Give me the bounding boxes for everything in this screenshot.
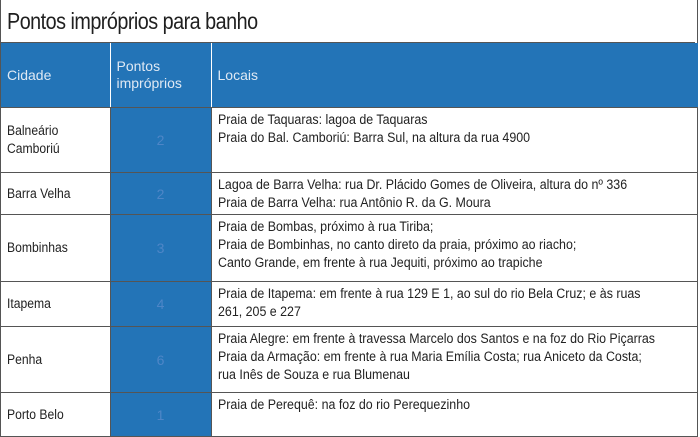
city-name: Bombinhas: [7, 240, 68, 255]
header-city: Cidade: [1, 43, 110, 108]
count-cell: 4: [110, 282, 211, 327]
places-cell: [211, 108, 698, 173]
city-cell: [1, 173, 110, 215]
city-name: Barra Velha: [7, 185, 71, 201]
place-line: Praia Alegre: em frente à travessa Marcelo dos Santos e na foz do Rio Piçarras: [217, 331, 655, 346]
table-row: [1, 173, 698, 215]
count-cell: 3: [110, 215, 211, 282]
places-cell: [211, 327, 698, 393]
city-cell: [1, 282, 110, 327]
city-cell: [1, 393, 110, 437]
city-name: Porto Belo: [7, 406, 64, 422]
city-cell: [1, 108, 110, 173]
places-cell: [211, 393, 698, 437]
place-line: Lagoa de Barra Velha: rua Dr. Plácido Gomes de Oliveira, altura do nº 336: [217, 177, 627, 192]
place-line: Praia de Taquaras: lagoa de Taquaras: [217, 112, 427, 127]
places-cell: [211, 215, 698, 282]
city-name: Itapema: [7, 296, 51, 311]
place-line: Canto Grande, em frente à rua Jequiti, próximo ao trapiche: [217, 255, 542, 270]
city-cell: [1, 215, 110, 282]
table-row: [1, 215, 698, 282]
city-cell: [1, 327, 110, 393]
place-line: rua Inês de Souza e rua Blumenau: [217, 367, 410, 382]
table-row: [1, 282, 698, 327]
count-cell: 2: [110, 173, 211, 215]
place-line: Praia de Bombas, próximo à rua Tiriba;: [217, 219, 433, 234]
place-line: Praia de Perequê: na foz do rio Perequezinho: [217, 397, 470, 412]
data-table: [1, 43, 698, 437]
header-count: Pontos impróprios: [110, 43, 211, 108]
table-title: Pontos impróprios para banho: [1, 0, 695, 43]
city-name: Penha: [7, 351, 43, 367]
header-places: Locais: [211, 43, 698, 108]
place-line: Praia da Armação: em frente à rua Maria Emília Costa; rua Aniceto da Costa;: [217, 349, 642, 364]
table-header-row: [1, 43, 698, 108]
table-row: [1, 393, 698, 437]
place-line: Praia de Bombinhas, no canto direto da praia, próximo ao riacho;: [217, 237, 576, 252]
place-line: Praia do Bal. Camboriú: Barra Sul, na altura da rua 4900: [217, 130, 530, 145]
count-cell: 6: [110, 327, 211, 393]
city-name: Balneário Camboriú: [7, 123, 60, 156]
count-cell: 1: [110, 393, 211, 437]
place-line: Praia de Itapema: em frente à rua 129 E 1, ao sul do rio Bela Cruz; e às ruas: [217, 286, 641, 301]
places-cell: [211, 173, 698, 215]
place-line: Praia de Barra Velha: rua Antônio R. da G. Moura: [217, 195, 491, 210]
count-cell: 2: [110, 108, 211, 173]
places-cell: [211, 282, 698, 327]
table-row: [1, 327, 698, 393]
place-line: 261, 205 e 227: [217, 304, 301, 319]
table-row: [1, 108, 698, 173]
